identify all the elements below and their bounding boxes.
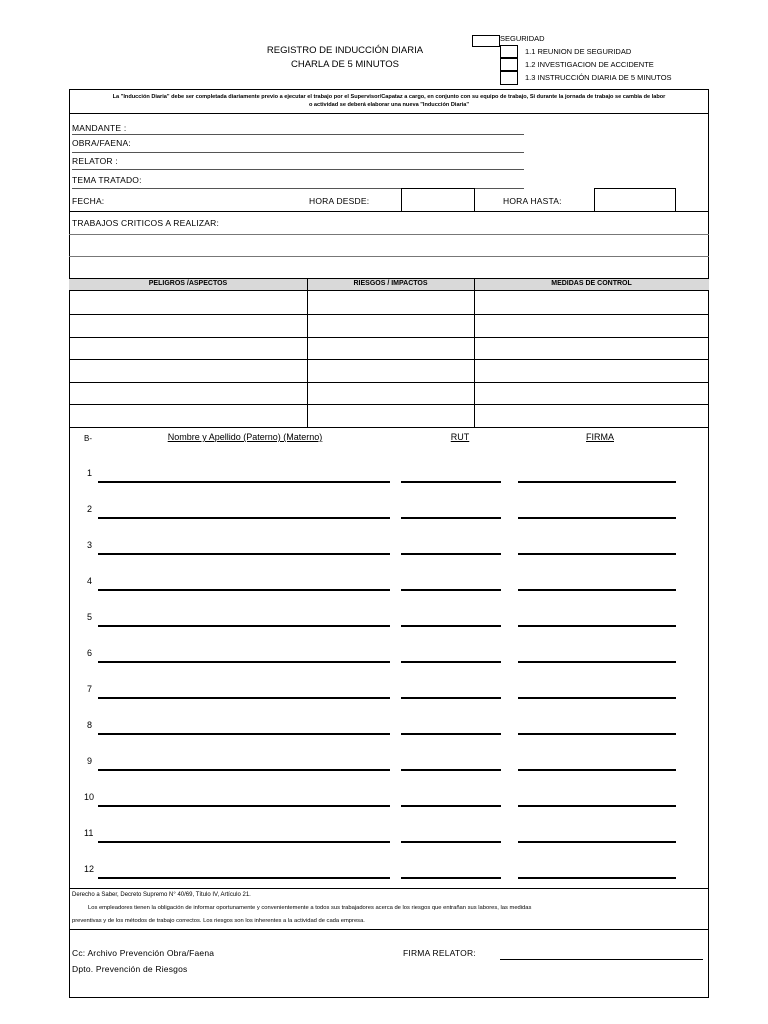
attendance-number: 11 <box>84 828 94 838</box>
legal-line-1: Derecho a Saber, Decreto Supremo N° 40/69, Título IV, Artículo 21. <box>72 892 251 898</box>
name-field[interactable] <box>98 841 390 843</box>
table-row[interactable] <box>69 427 709 428</box>
attendance-number: 4 <box>87 576 93 586</box>
hora-desde-field[interactable] <box>401 188 475 212</box>
attendance-number: 10 <box>84 792 95 802</box>
attendance-number: 5 <box>87 612 93 622</box>
rut-field[interactable] <box>401 625 501 627</box>
form-title: REGISTRO DE INDUCCIÓN DIARIA <box>266 45 424 56</box>
attendance-prefix: B- <box>84 434 92 443</box>
signature-field[interactable] <box>518 625 676 627</box>
rut-field[interactable] <box>401 589 501 591</box>
table-row[interactable] <box>69 359 709 360</box>
legal-line-2: Los empleadores tienen la obligación de informar oportunamente y convenientemente a todos sus trabajadores acerca de los riesgos que entrañan sus labores, las medidas <box>88 905 532 911</box>
attendance-number: 12 <box>84 864 95 874</box>
col-riesgos: RIESGOS / IMPACTOS <box>353 280 428 287</box>
name-field[interactable] <box>98 733 390 735</box>
hora-hasta-field[interactable] <box>594 188 676 212</box>
rut-field[interactable] <box>401 805 501 807</box>
rut-field[interactable] <box>401 877 501 879</box>
signature-field[interactable] <box>518 877 676 879</box>
category-label: SEGURIDAD <box>500 34 545 43</box>
notice-line-1: La "Inducción Diaria" debe ser completada diariamente previo a ejecutar el trabajo por el Supervisor/Capataz a cargo, en conjunto con su equipo de trabajo, Si durante la jornada de trabajo se cambia de labor <box>112 94 666 100</box>
signature-field[interactable] <box>518 733 676 735</box>
mandante-field[interactable] <box>72 134 524 135</box>
attendance-number: 7 <box>87 684 93 694</box>
name-field[interactable] <box>98 661 390 663</box>
hora-desde-label: HORA DESDE: <box>309 196 370 206</box>
notice-divider <box>69 113 709 114</box>
name-field[interactable] <box>98 625 390 627</box>
trabajos-line-1[interactable] <box>69 234 709 235</box>
option-label-2: 1.2 INVESTIGACION DE ACCIDENTE <box>525 60 654 69</box>
form-subtitle: CHARLA DE 5 MINUTOS <box>290 59 400 70</box>
legal-line-3: preventivas y de los métodos de trabajo correctos. Los riesgos son los inherentes a la actividad de cada empresa. <box>72 918 365 924</box>
rut-field[interactable] <box>401 697 501 699</box>
attendance-number: 9 <box>87 756 93 766</box>
name-field[interactable] <box>98 517 390 519</box>
trabajos-label: TRABAJOS CRITICOS A REALIZAR: <box>72 218 220 228</box>
col-medidas: MEDIDAS DE CONTROL <box>551 280 632 287</box>
attendance-number: 1 <box>87 468 93 478</box>
attendance-number: 6 <box>87 648 93 658</box>
hora-hasta-label: HORA HASTA: <box>503 196 562 206</box>
signature-field[interactable] <box>518 841 676 843</box>
name-header: Nombre y Apellido (Paterno) (Materno) <box>167 432 323 442</box>
obra-label: OBRA/FAENA: <box>72 138 131 148</box>
rut-field[interactable] <box>401 769 501 771</box>
firma-relator-label: FIRMA RELATOR: <box>403 948 476 958</box>
dept-label: Dpto. Prevención de Riesgos <box>72 964 188 974</box>
relator-label: RELATOR : <box>72 156 118 166</box>
name-field[interactable] <box>98 553 390 555</box>
option-checkbox-2[interactable] <box>500 58 518 71</box>
tema-label: TEMA TRATADO: <box>72 175 142 185</box>
name-field[interactable] <box>98 589 390 591</box>
name-field[interactable] <box>98 481 390 483</box>
firma-header: FIRMA <box>586 432 614 442</box>
table-row[interactable] <box>69 314 709 315</box>
attendance-number: 8 <box>87 720 93 730</box>
signature-field[interactable] <box>518 769 676 771</box>
footer-divider <box>69 929 709 930</box>
table-row[interactable] <box>69 382 709 383</box>
relator-field[interactable] <box>72 169 524 170</box>
notice-line-2: o actividad se deberá elaborar una nueva "Inducción Diaria" <box>308 102 470 108</box>
signature-field[interactable] <box>518 589 676 591</box>
legal-divider <box>69 888 709 889</box>
rut-field[interactable] <box>401 661 501 663</box>
rut-header: RUT <box>450 432 470 442</box>
option-checkbox-1[interactable] <box>500 45 518 58</box>
table-row[interactable] <box>69 337 709 338</box>
mandante-label: MANDANTE : <box>72 123 127 133</box>
table-row[interactable] <box>69 404 709 405</box>
name-field[interactable] <box>98 805 390 807</box>
signature-field[interactable] <box>518 661 676 663</box>
signature-field[interactable] <box>518 517 676 519</box>
rut-field[interactable] <box>401 517 501 519</box>
signature-field[interactable] <box>518 481 676 483</box>
col-peligros: PELIGROS /ASPECTOS <box>148 280 228 287</box>
signature-field[interactable] <box>518 697 676 699</box>
name-field[interactable] <box>98 877 390 879</box>
option-checkbox-3[interactable] <box>500 71 518 85</box>
name-field[interactable] <box>98 769 390 771</box>
rut-field[interactable] <box>401 733 501 735</box>
fecha-divider <box>69 211 709 212</box>
option-label-1: 1.1 REUNION DE SEGURIDAD <box>525 47 632 56</box>
rut-field[interactable] <box>401 481 501 483</box>
cc-label: Cc: Archivo Prevención Obra/Faena <box>72 948 215 958</box>
rut-field[interactable] <box>401 841 501 843</box>
category-checkbox[interactable] <box>472 35 500 47</box>
signature-field[interactable] <box>518 553 676 555</box>
attendance-number: 2 <box>87 504 93 514</box>
obra-field[interactable] <box>72 152 524 153</box>
trabajos-line-2[interactable] <box>69 256 709 257</box>
fecha-label: FECHA: <box>72 196 105 206</box>
rut-field[interactable] <box>401 553 501 555</box>
option-label-3: 1.3 INSTRUCCIÓN DIARIA DE 5 MINUTOS <box>525 73 672 82</box>
name-field[interactable] <box>98 697 390 699</box>
attendance-number: 3 <box>87 540 93 550</box>
signature-field[interactable] <box>518 805 676 807</box>
firma-relator-field[interactable] <box>500 959 703 960</box>
